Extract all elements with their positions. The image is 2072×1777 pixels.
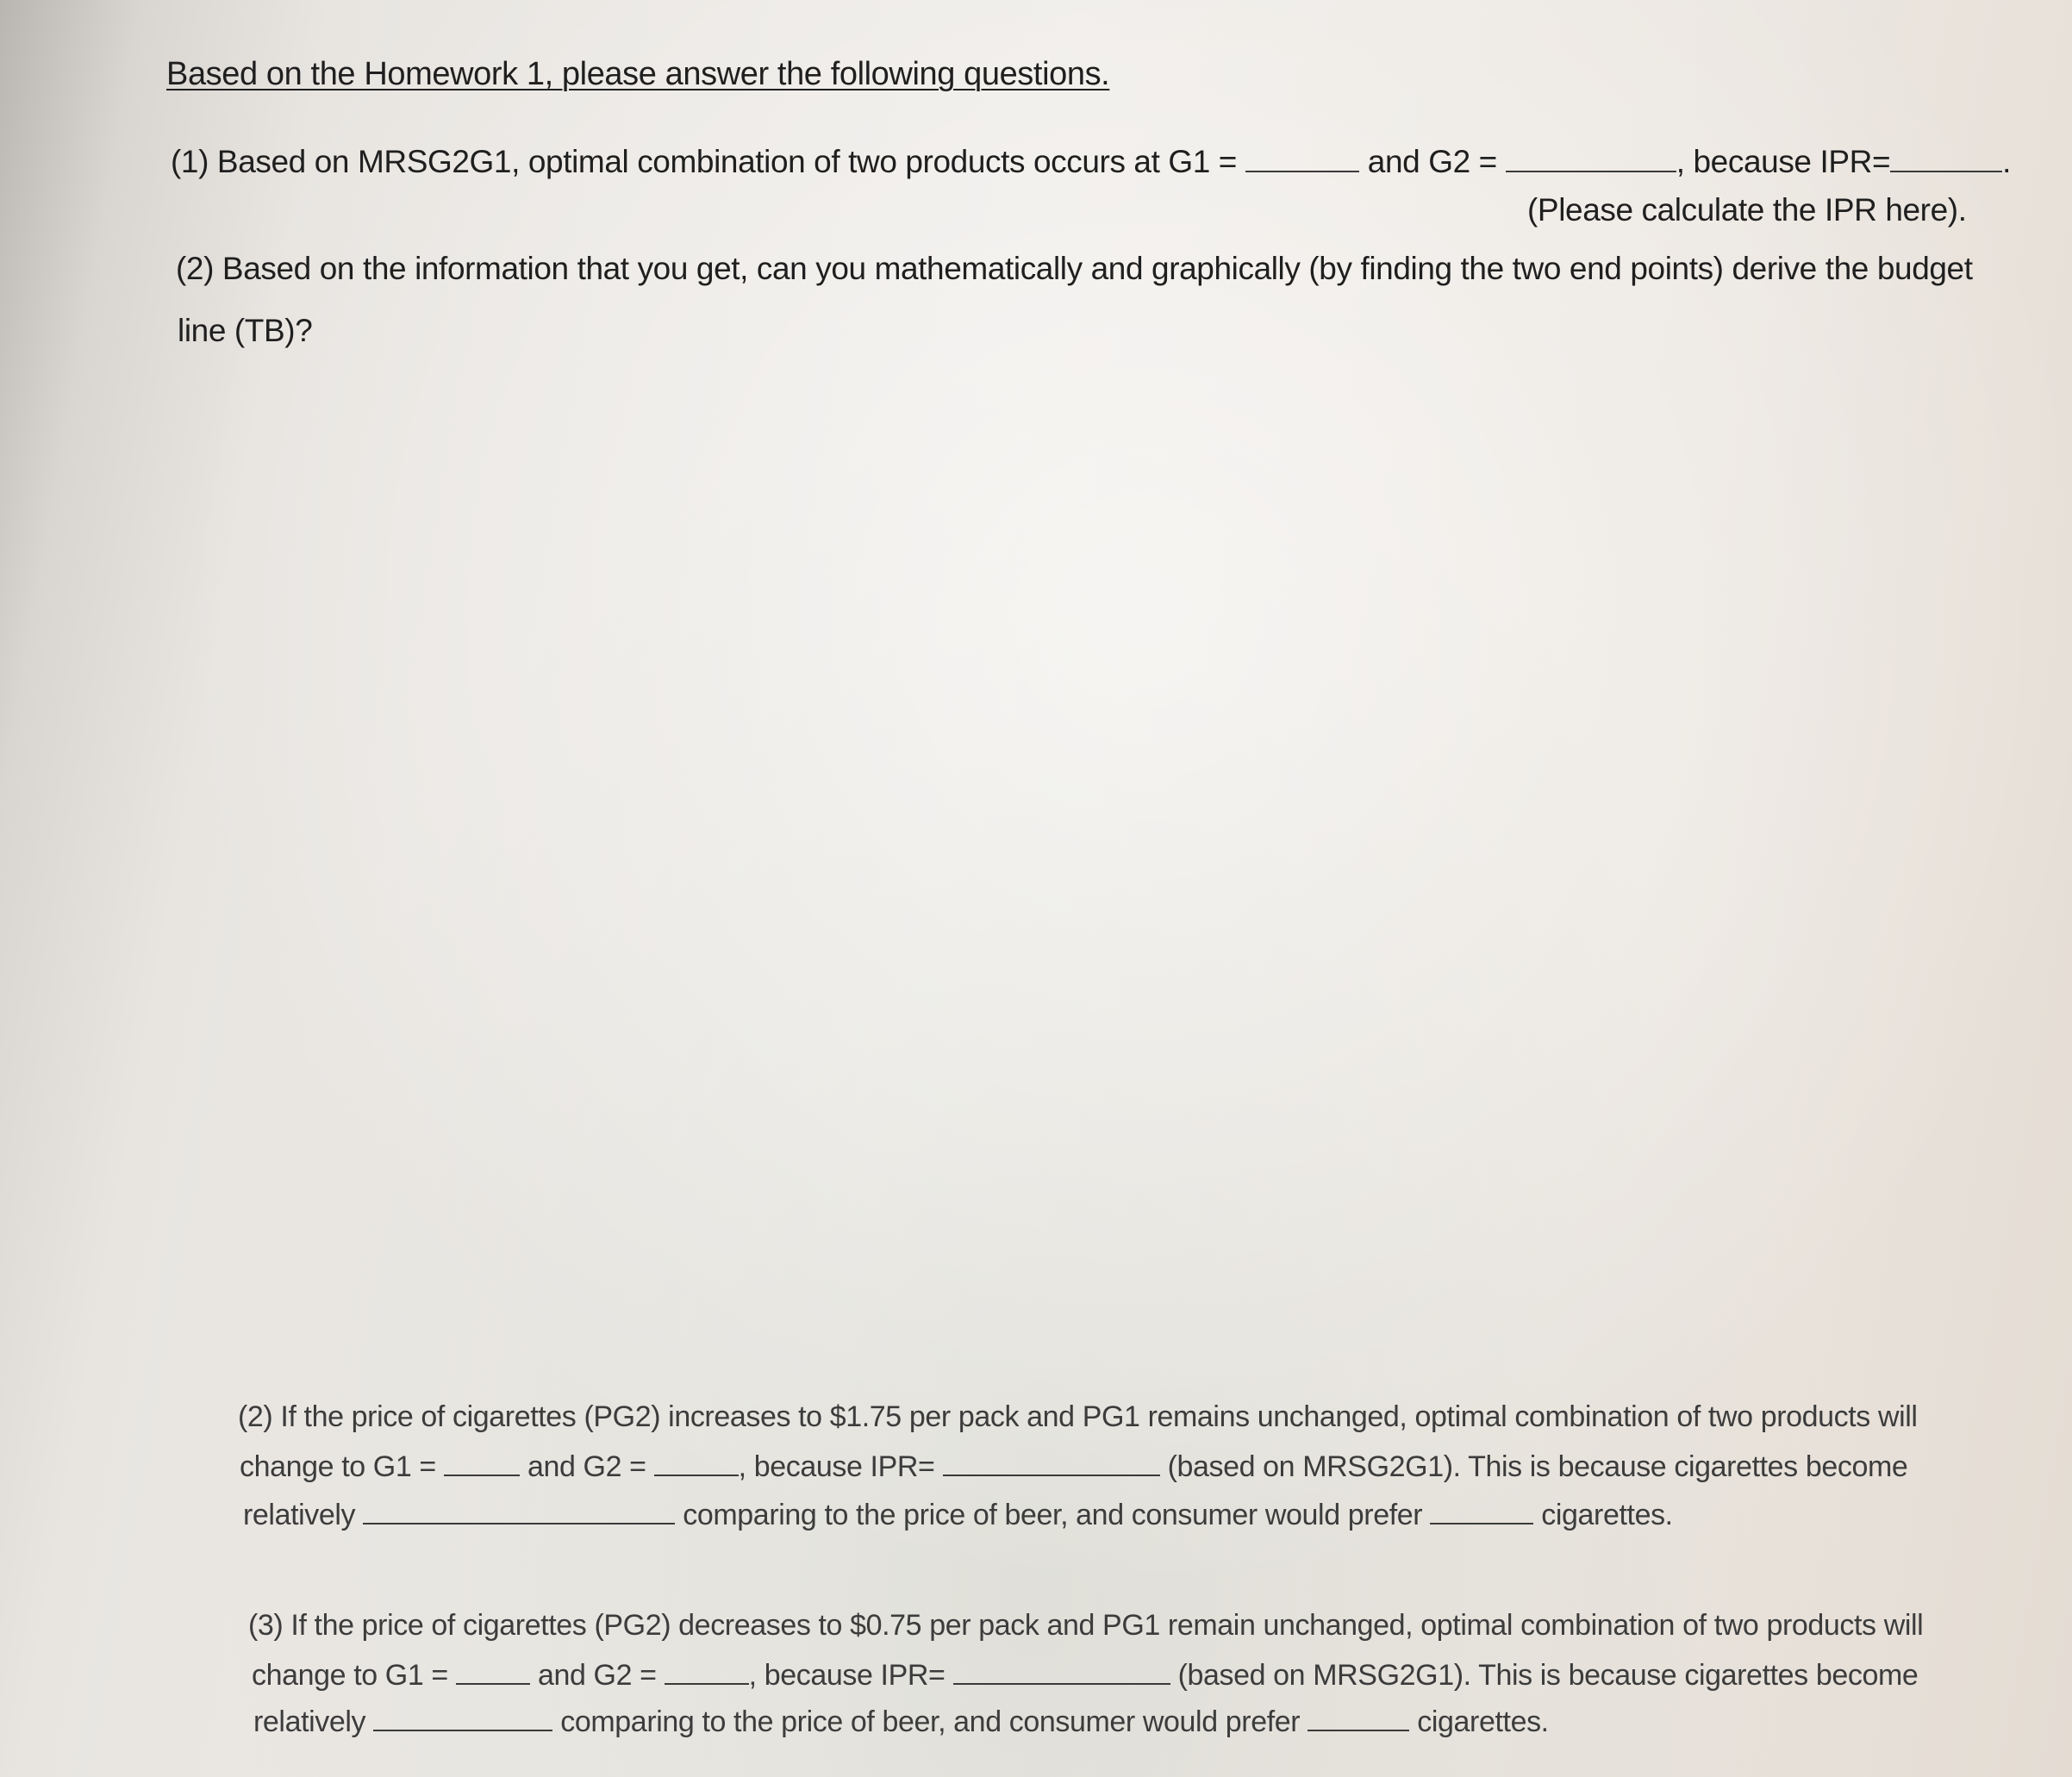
question-1-text-a: Based on MRSG2G1, optimal combination of two products occurs at G1 = — [216, 144, 1238, 179]
question-4-text-c: , because IPR= — [748, 1659, 946, 1692]
question-4-text-g: cigarettes. — [1417, 1705, 1549, 1738]
question-3-text-1: If the price of cigarettes (PG2) increases to $1.75 per pack and PG1 remains unchanged, optimal combination of two products will — [280, 1400, 1918, 1433]
question-3-text-a: change to G1 = — [240, 1450, 436, 1483]
question-3-line-3 — [243, 1496, 1673, 1534]
question-4-label: (3) — [248, 1609, 284, 1642]
q3-relatively-blank[interactable] — [363, 1497, 675, 1524]
question-4-text-d: (based on MRSG2G1). This is because cigarettes become — [1177, 1659, 1919, 1692]
question-3-text-g: cigarettes. — [1541, 1499, 1673, 1531]
question-3-text-f: comparing to the price of beer, and consumer would prefer — [683, 1499, 1423, 1531]
question-4-text-a: change to G1 = — [252, 1659, 448, 1692]
g1-answer-blank[interactable] — [1245, 145, 1359, 172]
question-3-text-c: , because IPR= — [738, 1450, 935, 1483]
question-2-label: (2) — [176, 251, 215, 286]
question-4-line-1 — [248, 1606, 1923, 1644]
q4-g2-blank[interactable] — [665, 1657, 749, 1685]
ipr-answer-blank[interactable] — [1890, 145, 2002, 172]
question-4-line-3 — [253, 1703, 1549, 1741]
question-3-text-b: and G2 = — [527, 1450, 646, 1483]
q4-prefer-blank[interactable] — [1307, 1704, 1409, 1731]
q3-prefer-blank[interactable] — [1430, 1497, 1533, 1524]
q3-g2-blank[interactable] — [654, 1449, 739, 1476]
question-2-text-1: Based on the information that you get, can you mathematically and graphically (by finding the two end points) derive the budget — [222, 251, 1973, 286]
question-3-label: (2) — [238, 1400, 273, 1433]
q4-ipr-blank[interactable] — [953, 1657, 1170, 1685]
question-3-text-e: relatively — [243, 1499, 356, 1531]
q3-ipr-blank[interactable] — [943, 1449, 1160, 1476]
page-title: Based on the Homework 1, please answer the following questions. — [166, 56, 1110, 92]
question-4-text-1: If the price of cigarettes (PG2) decreases to $0.75 per pack and PG1 remain unchanged, optimal combination of two products will — [290, 1609, 1924, 1642]
question-2-line-1 — [176, 250, 1973, 288]
question-3-line-1 — [238, 1398, 1918, 1436]
question-1-label: (1) — [171, 144, 209, 179]
q3-g1-blank[interactable] — [444, 1449, 520, 1476]
question-4-text-b: and G2 = — [537, 1659, 657, 1692]
question-1-text-b: and G2 = — [1367, 144, 1497, 179]
question-4-text-e: relatively — [253, 1705, 366, 1738]
g2-answer-blank[interactable] — [1506, 145, 1676, 172]
q4-relatively-blank[interactable] — [373, 1704, 552, 1731]
question-1-line-1 — [171, 143, 2011, 181]
question-3-line-2 — [240, 1448, 1907, 1486]
question-4-text-f: comparing to the price of beer, and consumer would prefer — [560, 1705, 1301, 1738]
question-2-line-2: line (TB)? — [178, 313, 313, 348]
question-1-text-c: , because IPR= — [1676, 144, 1891, 179]
q4-g1-blank[interactable] — [456, 1657, 530, 1685]
question-4-line-2 — [252, 1656, 1918, 1694]
question-1-note: (Please calculate the IPR here). — [1527, 192, 1967, 228]
answer-space[interactable] — [172, 371, 1896, 1362]
question-1-text-d: . — [2002, 144, 2012, 179]
question-3-text-d: (based on MRSG2G1). This is because cigarettes become — [1167, 1450, 1908, 1483]
